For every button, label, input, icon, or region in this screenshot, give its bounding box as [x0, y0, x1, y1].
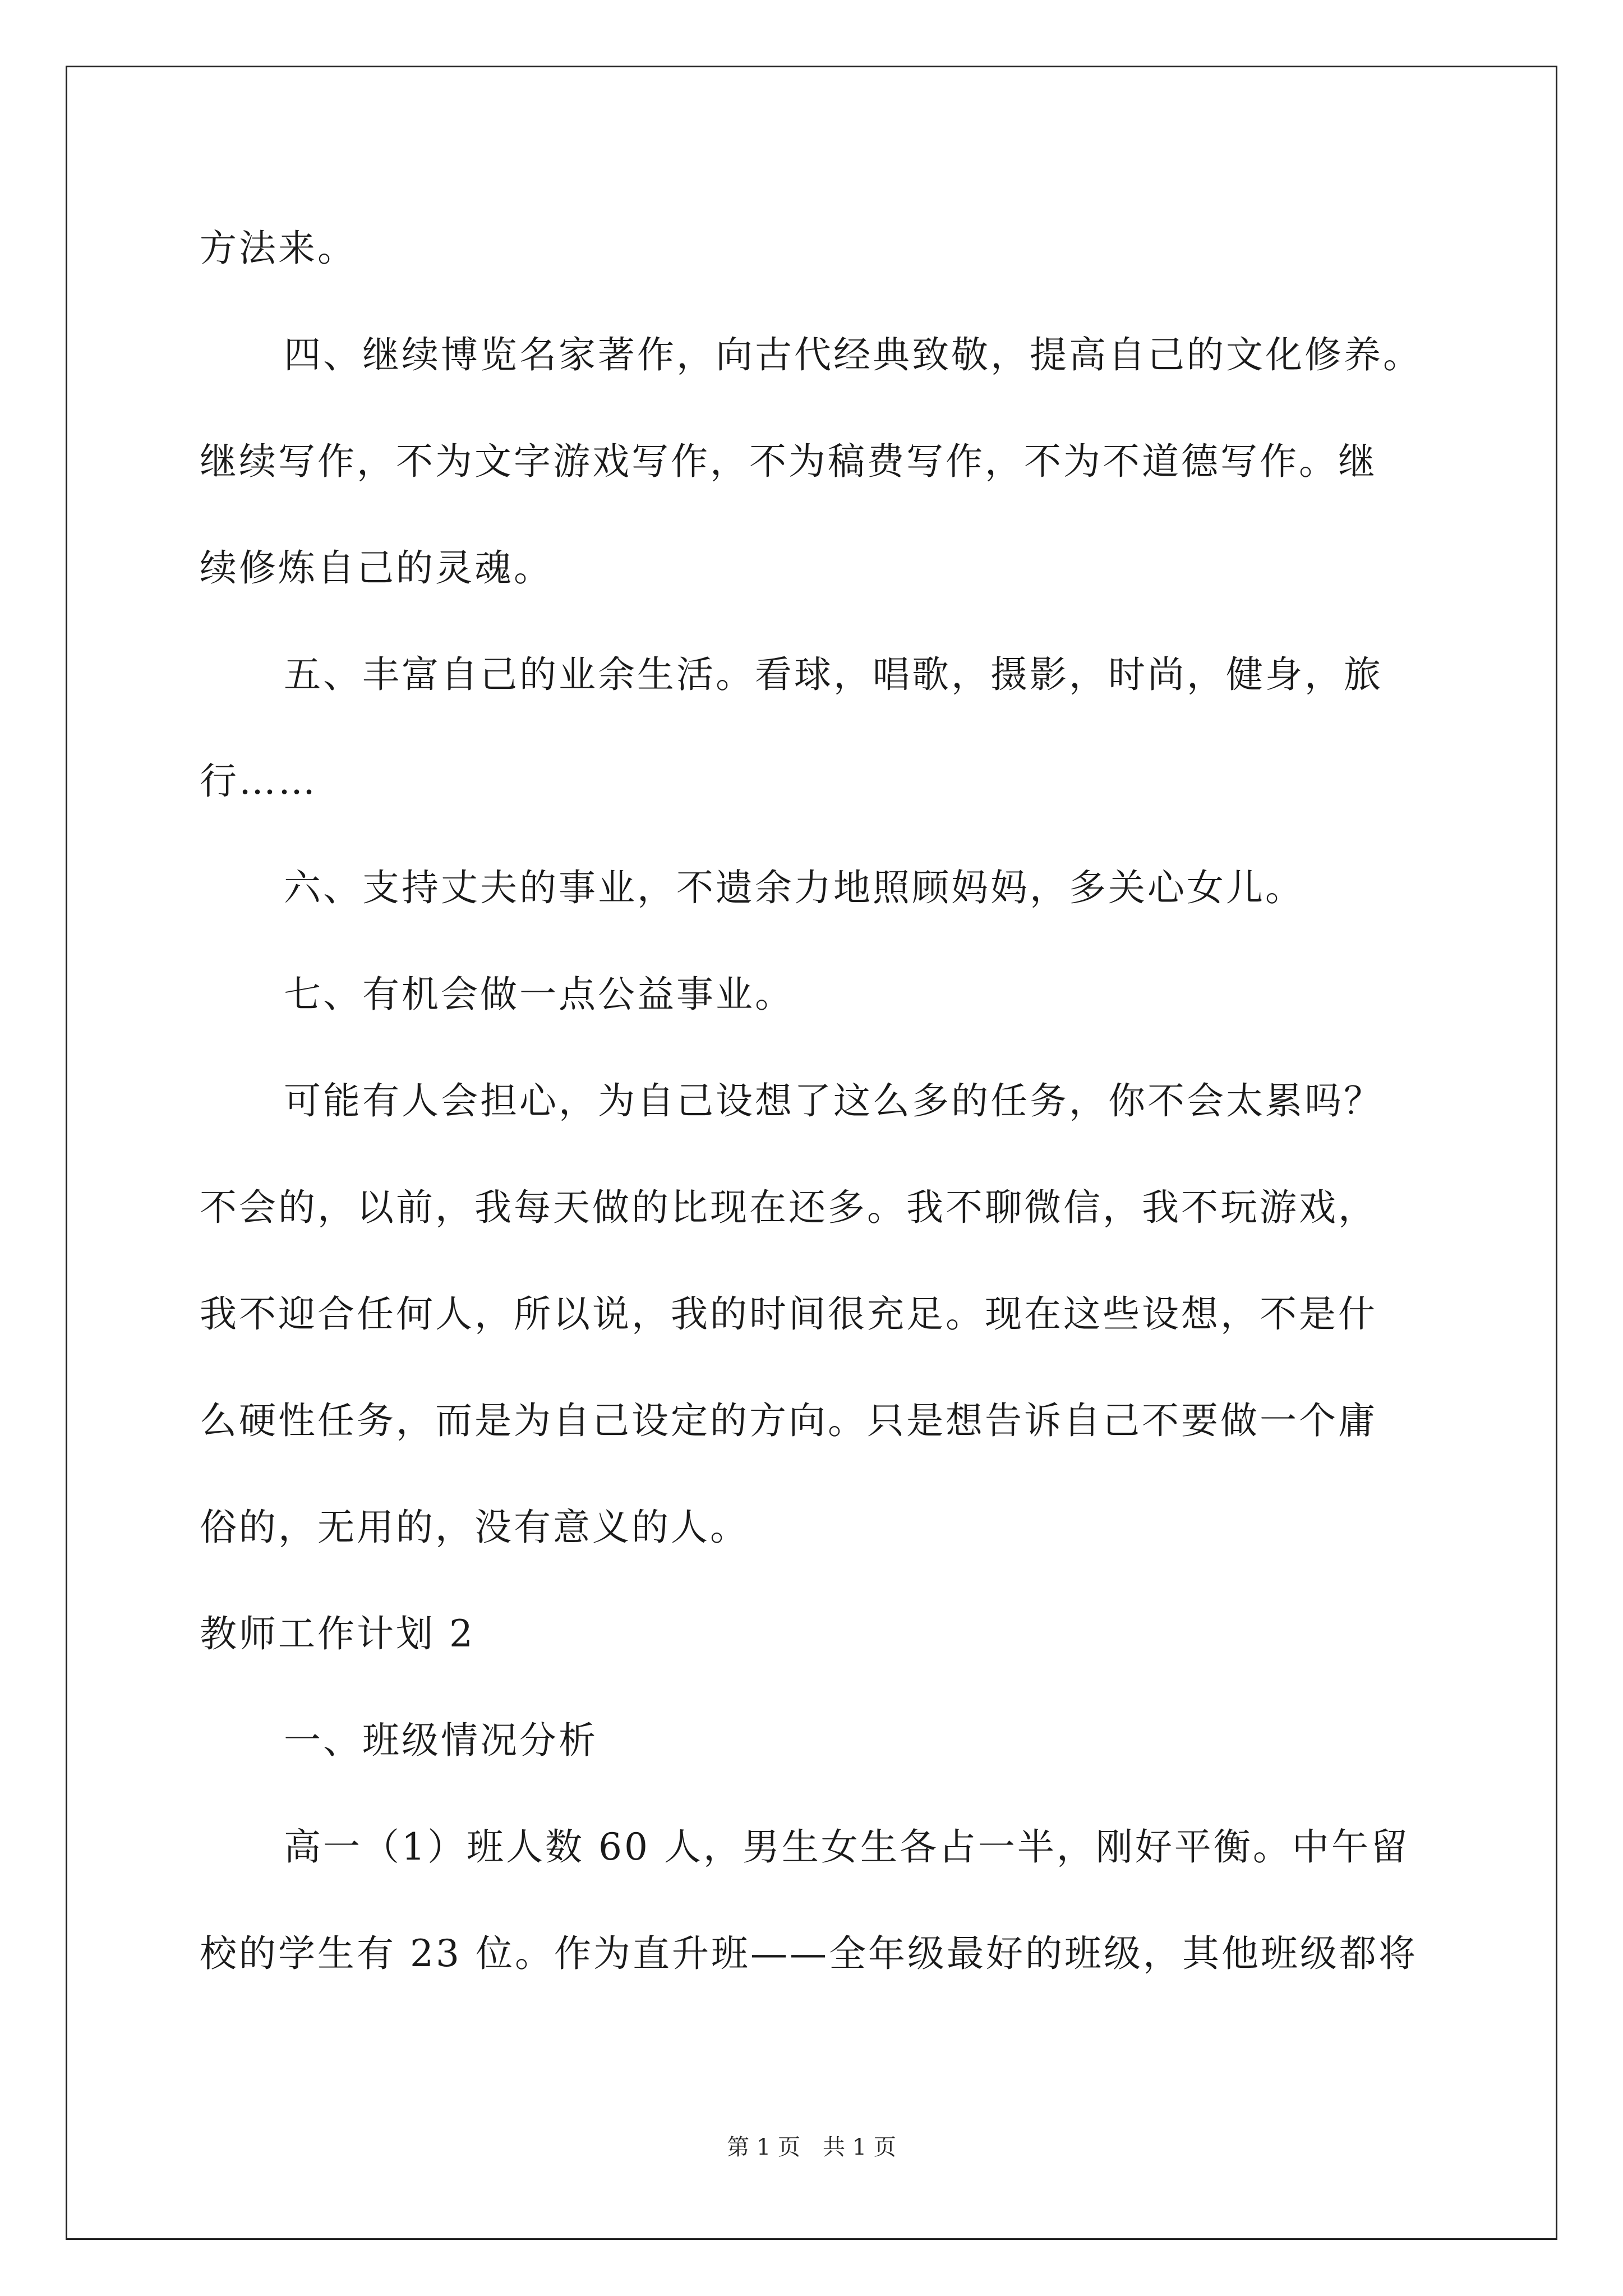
text-line: 俗的，无用的，没有意义的人。: [200, 1506, 749, 1549]
text-line: 一、班级情况分析: [284, 1719, 598, 1762]
text-line: 可能有人会担心，为自己设想了这么多的任务，你不会太累吗？: [284, 1079, 1383, 1122]
text-line: 行……: [200, 760, 317, 803]
text-line: 我不迎合任何人，所以说，我的时间很充足。现在这些设想，不是什: [200, 1292, 1377, 1336]
text-line: 五、丰富自己的业余生活。看球，唱歌，摄影，时尚，健身，旅: [284, 653, 1383, 696]
text-line: 方法来。: [200, 227, 357, 270]
text-line: 七、有机会做一点公益事业。: [284, 973, 794, 1016]
page-footer: [0, 2129, 1623, 2161]
text-line: 不会的，以前，我每天做的比现在还多。我不聊微信，我不玩游戏，: [200, 1186, 1377, 1229]
text-line: 么硬性任务，而是为自己设定的方向。只是想告诉自己不要做一个庸: [200, 1399, 1377, 1442]
text-line: 继续写作，不为文字游戏写作，不为稿费写作，不为不道德写作。继: [200, 440, 1377, 483]
text-line: 教师工作计划 2: [200, 1612, 475, 1655]
text-line: 续修炼自己的灵魂。: [200, 546, 553, 590]
text-line: 四、继续博览名家著作，向古代经典致敬，提高自己的文化修养。: [284, 333, 1422, 376]
page-number: 第 1 页: [727, 2134, 800, 2160]
text-line: 高一（1）班人数 60 人，男生女生各占一半，刚好平衡。中午留: [284, 1825, 1410, 1869]
text-line: 校的学生有 23 位。作为直升班——全年级最好的班级，其他班级都将: [200, 1932, 1418, 1975]
text-line: 六、支持丈夫的事业，不遗余力地照顾妈妈，多关心女儿。: [284, 866, 1304, 909]
page-frame: [66, 66, 1557, 2240]
page-total: 共 1 页: [823, 2134, 896, 2160]
